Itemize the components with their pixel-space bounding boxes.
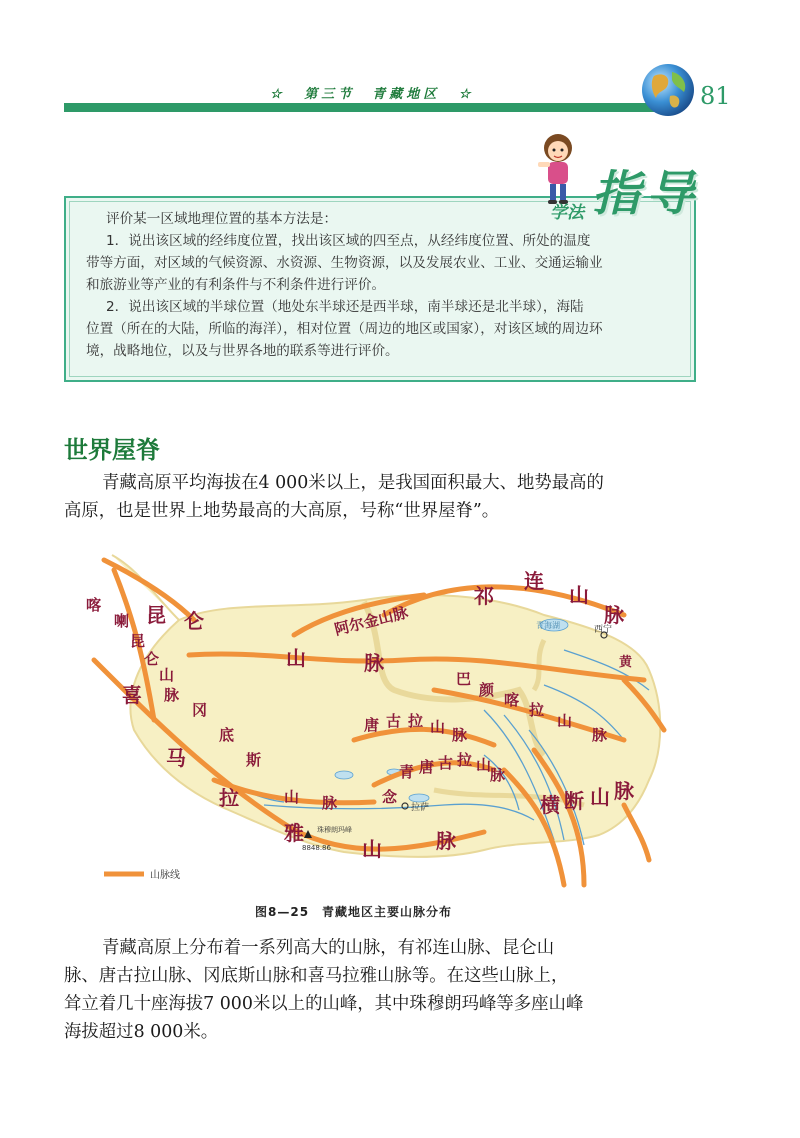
range-label: 喇 (114, 612, 130, 630)
guide-line: 位置（所在的大陆，所临的海洋），相对位置（周边的地区或国家），对该区域的周边环 (86, 321, 603, 337)
range-label: 底 (219, 726, 235, 744)
range-label: 拉 (219, 786, 239, 810)
peak-label: 珠穆朗玛峰 (317, 826, 352, 834)
running-header (270, 83, 474, 102)
star-icon: ☆ (458, 87, 475, 102)
river-label: 黄 (619, 655, 633, 670)
range-label: 雅 (284, 821, 304, 845)
range-label: 昆 (130, 632, 146, 650)
range-label: 唐 (419, 758, 435, 776)
header-rule (64, 103, 664, 112)
guide-line: 和旅游业等产业的有利条件与不利条件进行评价。 (86, 277, 386, 293)
section-title: 第三节 青藏地区 (304, 87, 441, 102)
range-label: 山 (284, 788, 300, 806)
range-label: 山 (430, 718, 446, 736)
range-label: 脉 (614, 779, 634, 803)
star-icon: ☆ (270, 87, 286, 102)
study-method-label: 学法 (550, 203, 584, 223)
paragraph-line: 青藏高原上分布着一系列高大的山脉，有祁连山脉、昆仑山 (102, 938, 555, 958)
guidance-title: 指导 (592, 166, 701, 222)
range-label: 唐 (364, 716, 380, 734)
range-label: 脉 (490, 766, 506, 784)
paragraph-line: 高原，也是世界上地势最高的大高原，号称“世界屋脊”。 (64, 501, 500, 521)
range-label: 喀 (86, 596, 102, 614)
range-label: 脉 (592, 726, 608, 744)
girl-mascot-icon (533, 128, 583, 206)
range-label: 山 (476, 756, 492, 774)
range-label: 山 (590, 785, 610, 809)
range-label: 山 (286, 646, 306, 670)
paragraph-line: 海拔超过8 000米。 (64, 1022, 219, 1042)
peak-height: 8848.86 (302, 844, 331, 852)
range-label: 颜 (479, 681, 495, 699)
range-label: 脉 (164, 686, 180, 704)
range-label: 脉 (364, 651, 384, 675)
range-label: 祁 (474, 584, 494, 608)
range-label: 断 (564, 789, 584, 813)
range-label: 斯 (246, 751, 262, 769)
range-label: 喀 (504, 691, 520, 709)
range-label: 拉 (457, 751, 473, 769)
mountain-range-map (64, 540, 684, 890)
range-label: 山 (362, 837, 382, 861)
range-line-minor2 (624, 805, 649, 860)
figure-caption: 图8—25 青藏地区主要山脉分布 (255, 905, 453, 919)
guide-line: 评价某一区域地理位置的基本方法是： (106, 211, 338, 227)
city-label: 拉萨 (411, 803, 430, 813)
range-label: 拉 (529, 701, 545, 719)
range-label: 脉 (452, 726, 468, 744)
globe-icon (640, 62, 696, 118)
range-label: 古 (438, 754, 454, 772)
guide-line: 境，战略地位，以及与世界各地的联系等进行评价。 (86, 343, 399, 359)
range-label: 山 (159, 666, 175, 684)
guide-line: 1．说出该区域的经纬度位置，找出该区域的四至点，从经纬度位置、所处的温度 (106, 233, 591, 249)
range-label: 拉 (408, 712, 424, 730)
range-label: 冈 (192, 701, 208, 719)
range-label: 仑 (184, 609, 204, 633)
range-label: 山 (569, 583, 589, 607)
city-label: 西宁 (594, 625, 613, 635)
legend-label: 山脉线 (150, 870, 180, 881)
range-label: 仑 (144, 650, 160, 668)
range-label: 喜 (122, 683, 142, 707)
paragraph-line: 脉、唐古拉山脉、冈底斯山脉和喜马拉雅山脉等。在这些山脉上， (64, 966, 569, 986)
section-heading: 世界屋脊 (64, 436, 160, 464)
range-label: 横 (540, 793, 560, 817)
range-label: 脉 (436, 829, 456, 853)
guide-line: 带等方面，对区域的气候资源、水资源、生物资源，以及发展农业、工业、交通运输业 (86, 255, 603, 271)
range-label: 脉 (322, 794, 338, 812)
range-label: 昆 (146, 603, 166, 627)
range-label: 阿尔金山脉 (332, 603, 410, 639)
range-label: 脉 (604, 603, 624, 627)
range-label: 古 (386, 712, 402, 730)
range-label: 连 (524, 569, 544, 593)
range-label: 念 (382, 788, 398, 806)
paragraph-line: 耸立着几十座海拔7 000米以上的山峰，其中珠穆朗玛峰等多座山峰 (64, 994, 584, 1014)
range-label: 巴 (456, 670, 472, 688)
lake-label: 青海湖 (536, 621, 560, 630)
range-label: 青 (399, 763, 415, 781)
page-number: 81 (700, 82, 731, 110)
paragraph-line: 青藏高原平均海拔在4 000米以上，是我国面积最大、地势最高的 (102, 473, 604, 493)
range-label: 山 (557, 712, 573, 730)
range-label: 马 (166, 746, 186, 770)
guide-line: 2．说出该区域的半球位置（地处东半球还是西半球，南半球还是北半球），海陆 (106, 299, 584, 315)
